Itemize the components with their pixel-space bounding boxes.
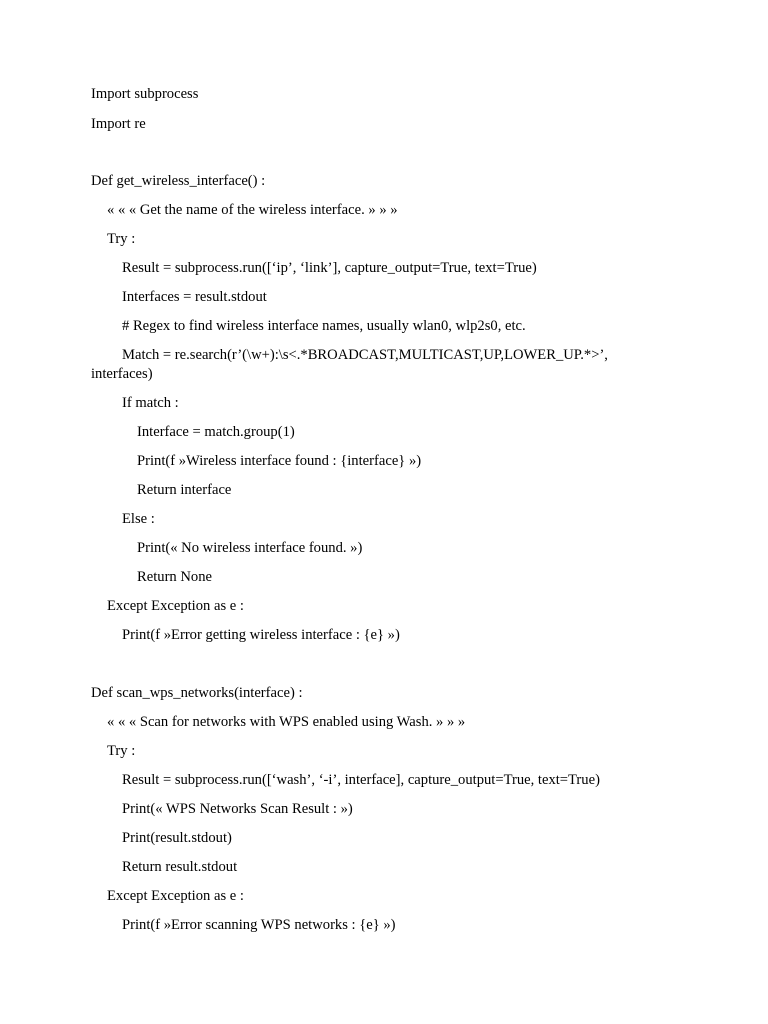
code-line-print-error-1: Print(f »Error getting wireless interface : {e} »)	[122, 627, 400, 643]
code-line-try-2: Try :	[107, 743, 136, 759]
code-line-interfaces: Interfaces = result.stdout	[122, 289, 267, 305]
code-line-try-1: Try :	[107, 231, 136, 247]
code-line-print-error-2: Print(f »Error scanning WPS networks : {e} »)	[122, 917, 396, 933]
code-line-return-stdout: Return result.stdout	[122, 859, 238, 875]
code-line-print-scan-result: Print(« WPS Networks Scan Result : »)	[122, 801, 353, 817]
code-line-except-2: Except Exception as e :	[107, 888, 244, 904]
code-line-print-not-found: Print(« No wireless interface found. »)	[137, 540, 363, 556]
code-line-if-match: If match :	[122, 395, 179, 411]
code-line-else: Else :	[122, 511, 155, 527]
code-line-def-scan-wps-networks: Def scan_wps_networks(interface) :	[91, 685, 303, 701]
code-line-docstring-1: « « « Get the name of the wireless interface. » » »	[107, 202, 398, 218]
code-line-regex-comment: # Regex to find wireless interface names, usually wlan0, wlp2s0, etc.	[122, 318, 526, 334]
code-line-interface-group: Interface = match.group(1)	[137, 424, 295, 440]
code-line-print-stdout: Print(result.stdout)	[122, 830, 232, 846]
code-line-import-subprocess: Import subprocess	[91, 86, 199, 102]
code-line-return-interface: Return interface	[137, 482, 232, 498]
code-line-match-search: Match = re.search(r’(\w+):\s<.*BROADCAST,MULTICAST,UP,LOWER_UP.*>’, interfaces)	[91, 347, 608, 382]
code-line-print-found: Print(f »Wireless interface found : {interface} »)	[137, 453, 422, 469]
code-line-result-wash: Result = subprocess.run([‘wash’, ‘-i’, interface], capture_output=True, text=True)	[122, 772, 600, 788]
code-line-result-ip-link: Result = subprocess.run([‘ip’, ‘link’], capture_output=True, text=True)	[122, 260, 537, 276]
code-line-return-none: Return None	[137, 569, 212, 585]
code-line-def-get-wireless-interface: Def get_wireless_interface() :	[91, 173, 266, 189]
code-line-import-re: Import re	[91, 116, 146, 132]
code-line-docstring-2: « « « Scan for networks with WPS enabled using Wash. » » »	[107, 714, 466, 730]
code-line-except-1: Except Exception as e :	[107, 598, 244, 614]
